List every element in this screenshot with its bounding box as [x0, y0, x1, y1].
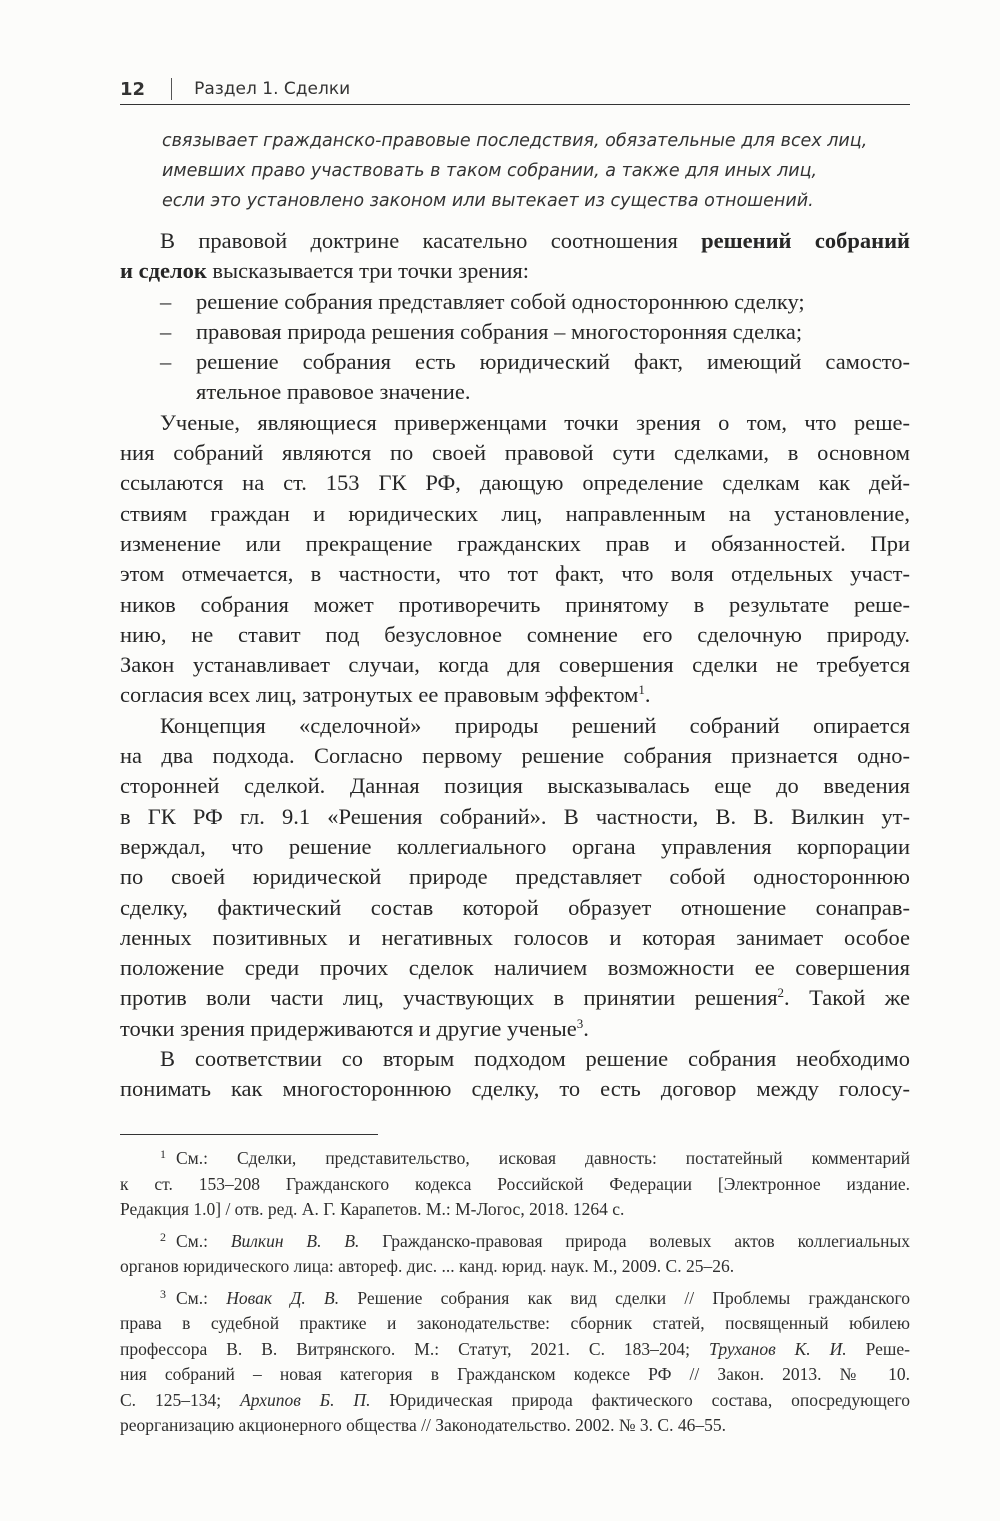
paragraph-line: сделку, фактический состав которой образует отношение сонаправ- [120, 894, 910, 920]
paragraph-line: нию, не ставит под безусловное сомнение его сделочную природу. [120, 621, 910, 647]
text-span: против воли части лиц, участвующих в принятии решения [120, 985, 778, 1011]
list-item-text: правовая природа решения собрания – многосторонняя сделка; [196, 318, 803, 344]
list-item [120, 317, 910, 347]
text-span: В правовой доктрине касательно соотношения [160, 228, 702, 253]
author-name: Новак Д. В. [226, 1287, 340, 1308]
footnote-number: 1 [160, 1147, 166, 1161]
author-name: Вилкин В. В. [230, 1230, 360, 1251]
footnote-rule [120, 1134, 378, 1135]
paragraph-line: В соответствии со вторым подходом решение собрания необходимо [160, 1046, 910, 1072]
text-span: Юридическая природа фактического состава, опосредующего [370, 1389, 910, 1410]
lead-line: если это установлено законом или вытекает из существа отношений. [162, 191, 814, 211]
paragraph-line: ствиям граждан и юридических лиц, направленным на установление, [120, 500, 910, 526]
text-span: Решение собрания как вид сделки // Проблемы гражданского [339, 1287, 910, 1308]
paragraph-line [120, 983, 910, 1013]
lead-line: связывает гражданско-правовые последствия, обязательные для всех лиц, [162, 131, 868, 151]
text-span: С. 125–134; [120, 1389, 241, 1410]
footnotes [120, 1146, 910, 1445]
text-span: См.: Сделки, представительство, исковая давность: постатейный комментарий [176, 1148, 910, 1168]
running-header [120, 74, 910, 104]
paragraph-line: Концепция «сделочной» природы решений собраний опирается [160, 712, 910, 738]
footnote-line: Редакция 1.0] / отв. ред. А. Г. Карапетов. М.: М-Логос, 2018. 1264 с. [120, 1199, 625, 1219]
paragraph-line: на два подхода. Согласно первому решение собрания признается одно- [120, 743, 910, 769]
paragraph-line: ленных позитивных и негативных голосов и которая занимает особое [120, 924, 910, 950]
paragraph-line: ния собраний являются по своей правовой сути сделками, в основном [120, 440, 910, 466]
text-span: . [644, 682, 651, 708]
paragraph-line: верждал, что решение коллегиального органа управления корпорации [120, 833, 910, 859]
list-item-text: решение собрания есть юридический факт, имеющий самосто- [196, 349, 910, 375]
lead-line: имевших право участвовать в таком собрании, а также для иных лиц, [162, 161, 818, 181]
author-name: Архипов Б. П. [240, 1389, 371, 1410]
list-item [120, 347, 910, 377]
text-span: . Такой же [784, 985, 910, 1011]
text-span: . [583, 1015, 589, 1041]
footnote-line [120, 1229, 910, 1255]
paragraph-line [120, 1014, 910, 1044]
italic-lead-paragraph [162, 126, 910, 216]
footnote-number: 3 [160, 1286, 166, 1301]
text-span: согласия всех лиц, затронутых ее правовым эффектом [120, 682, 639, 708]
footnote-3 [120, 1286, 910, 1439]
paragraph-line: изменение или прекращение гражданских прав и обязанностей. При [120, 530, 910, 556]
footnote-line: к ст. 153–208 Гражданского кодекса Российской Федерации [Электронное издание. [120, 1173, 910, 1194]
footnote-line [120, 1388, 910, 1414]
header-rule [120, 104, 910, 105]
paragraph-line [120, 680, 910, 710]
text-span: См.: [176, 1287, 227, 1308]
bold-term: решений собраний [701, 228, 910, 253]
footnote-line: реорганизацию акционерного общества // Законодательство. 2002. № 3. С. 46–55. [120, 1415, 726, 1435]
paragraph-line: ссылаются на ст. 153 ГК РФ, дающую определение сделкам как дей- [120, 470, 910, 496]
paragraph-line: положение среди прочих сделок наличием возможности ее совершения [120, 955, 910, 981]
dash-marker: – [160, 349, 172, 375]
paragraph-line: этом отмечается, в частности, что тот факт, что воля отдельных участ- [120, 561, 910, 587]
footnote-ref-2[interactable]: 2 [777, 985, 785, 1001]
page-number: 12 [120, 78, 146, 100]
dash-marker: – [160, 318, 172, 344]
text-span: См.: [176, 1230, 231, 1251]
footnote-line [120, 1286, 910, 1312]
paragraph-line: Закон устанавливает случаи, когда для совершения сделки не требуется [120, 652, 910, 678]
list-item-text: решение собрания представляет собой одностороннюю сделку; [196, 288, 805, 314]
paragraph-line [120, 226, 910, 256]
text-span: профессора В. В. Витрянского. М.: Статут, 2021. С. 183–204; [120, 1338, 710, 1359]
footnote-line: ния собраний – новая категория в Гражданском кодексе РФ // Закон. 2013. № 10. [120, 1364, 910, 1384]
paragraph-line: Ученые, являющиеся приверженцами точки зрения о том, что реше- [160, 409, 910, 435]
footnote-2 [120, 1229, 910, 1280]
list-item [120, 287, 910, 317]
footnote-line [120, 1146, 910, 1172]
footnote-number: 2 [160, 1229, 166, 1244]
footnote-ref-3[interactable]: 3 [576, 1015, 584, 1031]
paragraph-line: ников собрания может противоречить принятому в результате реше- [120, 591, 910, 617]
footnote-ref-1[interactable]: 1 [638, 682, 645, 698]
list-item-continuation: ятельное правовое значение. [196, 379, 471, 405]
text-span: высказывается три точки зрения: [206, 258, 530, 284]
author-name: Труханов К. И. [709, 1338, 847, 1359]
footnote-1 [120, 1146, 910, 1223]
bold-term: и сделок [120, 258, 207, 284]
header-separator [171, 78, 172, 100]
paragraph-line [120, 256, 910, 286]
footnote-line: органов юридического лица: автореф. дис. ... канд. юрид. наук. М., 2009. С. 25–26. [120, 1256, 735, 1276]
text-span: Гражданско-правовая природа волевых актов коллегиальных [359, 1230, 910, 1251]
dash-marker: – [160, 288, 172, 314]
text-span: Реше- [846, 1338, 910, 1359]
text-span: точки зрения придерживаются и другие ученые [120, 1015, 577, 1041]
footnote-line [120, 1337, 910, 1363]
paragraph-line: по своей юридической природе представляет собой одностороннюю [120, 864, 910, 890]
section-title: Раздел 1. Сделки [194, 79, 351, 99]
main-text [120, 226, 910, 1105]
paragraph-line: сторонней сделкой. Данная позиция высказывалась еще до введения [120, 773, 910, 799]
paragraph-line: понимать как многостороннюю сделку, то есть договор между голосу- [120, 1076, 910, 1102]
footnote-line: права в судебной практике и законодательстве: сборник статей, посвященный юбилею [120, 1313, 910, 1333]
paragraph-line: в ГК РФ гл. 9.1 «Решения собраний». В частности, В. В. Вилкин ут- [120, 803, 910, 829]
